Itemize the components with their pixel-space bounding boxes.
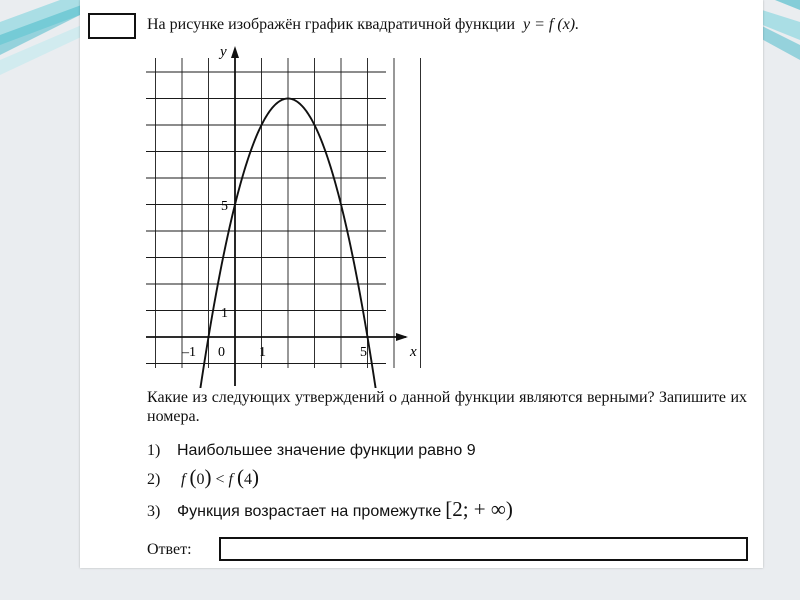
option-3-number: 3): [147, 503, 161, 520]
tick-label-zero: 0: [218, 345, 225, 360]
task-sheet: [80, 0, 763, 568]
grid: [146, 58, 421, 368]
task-title-text: На рисунке изображён график квадратичной функции: [147, 16, 516, 33]
option-1: [147, 442, 476, 460]
x-axis-label: x: [410, 344, 417, 360]
tick-label-x-five: 5: [360, 345, 367, 360]
option-2-operator: <: [215, 471, 225, 488]
tick-label-x-one: 1: [259, 345, 266, 360]
task-title: [147, 16, 579, 34]
task-number-box: [88, 13, 136, 39]
option-1-text: Наибольшее значение функции равно 9: [177, 442, 476, 459]
answer-input-box[interactable]: [219, 537, 748, 561]
answer-label: Ответ:: [147, 541, 192, 558]
tick-label-y-five: 5: [221, 199, 228, 214]
tick-label-y-one: 1: [221, 306, 228, 321]
option-3-interval: [2; + ∞): [445, 497, 513, 521]
y-axis-label: y: [220, 44, 227, 60]
option-3-text: Функция возрастает на промежутке: [177, 503, 442, 520]
option-3: [147, 497, 513, 522]
question-text: Какие из следующих утверждений о данной функции являются верными? Запишите их номера.: [147, 389, 747, 425]
tick-label-minus-one: –1: [182, 345, 196, 360]
parabola-graph: [142, 38, 432, 388]
option-2: 2) f (0) < f (4): [147, 465, 259, 489]
option-2-number: 2): [147, 471, 161, 488]
option-2-f-right: f: [228, 471, 233, 488]
option-2-f-left: f: [181, 471, 186, 488]
option-1-number: 1): [147, 442, 161, 459]
task-title-formula: y = f (x).: [523, 16, 580, 33]
